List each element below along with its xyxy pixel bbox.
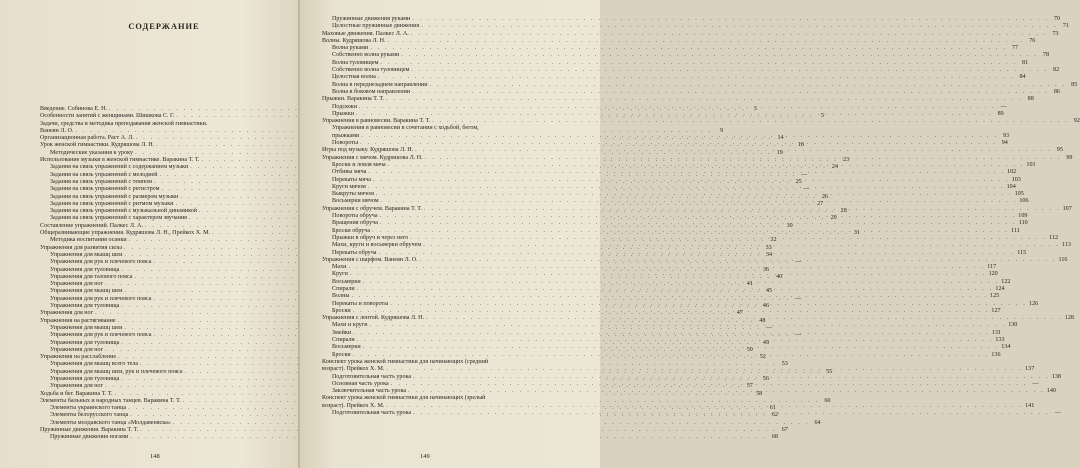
toc-entry-page: 31 — [853, 230, 860, 237]
dot-leader — [353, 352, 990, 359]
toc-entry-page: 85 — [1071, 81, 1078, 88]
dot-leader — [380, 213, 1017, 220]
dot-leader — [381, 198, 1018, 205]
toc-entry-title: Упражнения на расслабление — [40, 354, 117, 361]
toc-entry-title: Задания на связь упражнений с ритмом музыки — [50, 200, 174, 207]
toc-entry — [322, 88, 1060, 96]
toc-entry-title: Волны — [332, 293, 350, 300]
toc-entry-title: Волна руками — [332, 45, 369, 52]
toc-entry-page: 47 — [736, 310, 743, 317]
toc-entry-page: 134 — [1001, 344, 1011, 351]
toc-entry-page: 55 — [826, 368, 833, 375]
toc-entry — [322, 52, 1049, 59]
page-number-right: 149 — [420, 453, 430, 460]
toc-entry-page: — — [801, 171, 808, 178]
dot-leader — [411, 31, 1048, 38]
toc-entry-title: Броски и ловля мяча — [332, 161, 386, 168]
toc-entry-title: возраст). Прейкох Х. М. — [322, 366, 385, 373]
toc-entry-title: Задания на связь упражнений с характером звучания — [50, 215, 187, 222]
toc-entry-title: Упражнения для мышц всего тела — [50, 361, 139, 368]
toc-entry-page: 101 — [1026, 161, 1036, 168]
toc-entry-page: 92 — [1073, 118, 1080, 125]
toc-entry-title: Круги мячом — [332, 183, 366, 190]
dot-leader — [386, 366, 1023, 373]
toc-entry — [322, 59, 1029, 67]
toc-entry — [322, 125, 586, 132]
toc-entry-page: 94 — [1001, 140, 1008, 147]
toc-entry-title: Ванеян Л. О. — [40, 127, 74, 134]
toc-entry-page: 137 — [1025, 366, 1035, 373]
toc-entry — [322, 16, 1060, 23]
toc-entry-page: 41 — [746, 281, 753, 288]
toc-entry-title: Волна в боковом направлении — [332, 88, 411, 95]
dot-leader — [350, 271, 987, 278]
toc-entry-page: 116 — [1058, 256, 1068, 263]
toc-entry-page: 62 — [771, 412, 779, 419]
toc-entry — [322, 81, 1078, 89]
toc-entry-title: Целостная волна — [332, 74, 376, 81]
toc-entry-title: Махи, круги и восьмерки обручем — [332, 242, 422, 249]
toc-entry-title: Упражнения для туловища — [50, 266, 120, 273]
toc-entry-title: Упражнения на растягивание — [40, 317, 116, 324]
toc-entry-page: 67 — [781, 427, 788, 434]
dot-leader — [412, 89, 1049, 96]
toc-entry — [322, 30, 1059, 38]
toc-entry-page: 36 — [762, 266, 769, 273]
toc-entry-page: 76 — [1029, 37, 1036, 44]
toc-entry-title: Элементы украинского танца — [50, 405, 127, 412]
dot-leader — [426, 315, 1063, 322]
toc-entry — [322, 395, 586, 402]
toc-entry-title: Упражнения в равновесии. Варакина Т. Т. — [322, 118, 431, 125]
toc-entry-title: Организационная работа. Раст А. Л. — [40, 135, 134, 142]
toc-entry-title: Круги — [332, 271, 348, 278]
toc-entry — [322, 293, 1000, 300]
toc-entry-page: 50 — [746, 346, 753, 353]
dot-leader — [424, 206, 1061, 213]
toc-entry-title: Пружинные движения руками — [332, 16, 411, 22]
toc-entry-title: Спирали — [332, 337, 355, 344]
toc-entry-page: 133 — [995, 337, 1005, 344]
toc-entry-page: 104 — [1006, 183, 1016, 190]
toc-entry-title: Упражнения с шарфом. Ванеян Л. О. — [322, 256, 418, 263]
toc-entry-title: Задачи, средства и методика преподавания женской гимнастики. — [40, 120, 208, 127]
toc-entry-title: Задания на связь упражнений с размером музыки — [50, 193, 179, 200]
toc-entry — [322, 96, 1034, 103]
toc-entry-title: Волны. Кудряшова Л. Н. — [322, 37, 386, 44]
dot-leader — [359, 104, 996, 111]
toc-entry-title: Волна в переднезаднем направлении — [332, 81, 428, 88]
toc-entry-title: Упражнения для рук и плечевого пояса — [50, 332, 152, 339]
toc-entry-title: Махи — [332, 264, 347, 271]
dot-leader — [370, 45, 1007, 52]
toc-entry-title: Упражнения для ног — [40, 310, 94, 317]
toc-entry-title: Упражнения с мячом. Кудряшова Л. Н. — [322, 154, 423, 161]
toc-entry-page: 45 — [766, 288, 773, 295]
toc-entry-page: 40 — [776, 273, 783, 280]
toc-entry-title: Упражнения для рук и плечевого пояса — [50, 295, 152, 302]
toc-entry-title: Упражнения с обручем. Варакина Т. Т. — [322, 205, 422, 212]
toc-entry-page: 56 — [762, 375, 769, 382]
dot-leader — [413, 410, 1050, 417]
toc-entry-title: Упражнения для туловища — [50, 339, 120, 346]
dot-leader — [378, 250, 1015, 257]
toc-entry-page: 64 — [814, 419, 821, 426]
toc-entry — [322, 322, 1018, 329]
toc-entry-page: 48 — [759, 317, 766, 324]
dot-leader — [373, 177, 1010, 184]
toc-entry-page: 49 — [762, 339, 769, 346]
toc-entry-page: — — [1000, 103, 1007, 110]
toc-entry-page: 81 — [1022, 59, 1029, 66]
toc-entry-title: Броски — [332, 351, 351, 358]
toc-entry-page: 58 — [756, 390, 763, 397]
toc-entry-title: Упражнения для ног — [50, 383, 104, 390]
toc-entry-title: Пружинные движения. Варакина Т. Т. — [40, 427, 139, 434]
toc-entry-title: Восьмерки — [332, 278, 361, 285]
toc-entry-title: Конспект урока женской гимнастики для начинающих (средний — [322, 358, 489, 365]
toc-entry-page: 5 — [821, 113, 825, 120]
toc-entry — [322, 74, 1026, 81]
toc-entry-page: 28 — [840, 208, 847, 215]
toc-entry-title: Подготовительная часть урока — [332, 373, 412, 380]
toc-entry-title: Подготовительная часть урока — [332, 410, 412, 417]
toc-entry-page: — — [1054, 410, 1061, 417]
dot-leader — [357, 337, 994, 344]
dot-leader — [378, 74, 1015, 81]
toc-entry-title: Задания на связь упражнений с музыкальной динамикой — [50, 208, 198, 215]
toc-entry-page: 124 — [995, 285, 1005, 292]
dot-leader — [420, 257, 1057, 264]
toc-entry-title: Элементы бальных и народных танцев. Варакина Т. Т. — [40, 397, 181, 404]
toc-entry-page: 32 — [770, 237, 777, 244]
toc-entry-page: 99 — [1066, 154, 1073, 161]
toc-entry-page: 120 — [988, 271, 998, 278]
toc-entry-title: Упражнения для мышц шеи — [50, 288, 123, 295]
dot-leader — [423, 242, 1060, 249]
toc-entry-page: 70 — [1053, 16, 1060, 22]
toc-entry-page: 73 — [1052, 30, 1059, 37]
dot-leader — [351, 293, 988, 300]
toc-entry — [322, 183, 1016, 191]
toc-entry-page: 93 — [1002, 132, 1010, 139]
toc-entry-title: Спирали — [332, 285, 355, 292]
toc-entry-page: 25 — [795, 178, 802, 185]
dot-leader — [421, 23, 1058, 30]
toc-entry-title: Прыжки в обруч и через него — [332, 234, 409, 241]
toc-entry-title: Конспект урока женской гимнастики для начинающих (зрелый — [322, 395, 486, 402]
toc-entry-page: 26 — [821, 193, 829, 200]
dot-leader — [353, 308, 990, 315]
toc-entry-title: Упражнения для развития силы — [40, 244, 122, 251]
dot-leader — [356, 111, 993, 118]
toc-entry-page: 131 — [991, 329, 1001, 336]
toc-entry — [40, 427, 788, 434]
toc-entry-title: Упражнения с лентой. Кудряшова Л. Н. — [322, 315, 425, 322]
toc-entry-page: 125 — [990, 293, 1000, 300]
dot-leader — [386, 96, 1023, 103]
toc-entry-title: прыжками — [332, 132, 360, 139]
toc-entry-page: 24 — [831, 164, 838, 171]
toc-entry-page: 111 — [1011, 227, 1020, 234]
toc-entry — [40, 121, 288, 128]
toc-entry-page: 95 — [1056, 147, 1063, 154]
toc-entry-title: возраст). Прейкох Х. М. — [322, 402, 385, 409]
toc-entry-title: Восьмерки мячом — [332, 198, 379, 205]
toc-entry-page: 34 — [766, 251, 773, 258]
toc-entry-page: 89 — [997, 110, 1004, 117]
toc-entry-page: — — [1032, 380, 1039, 387]
toc-entry-page: — — [766, 324, 773, 331]
toc-entry-page: 57 — [746, 383, 753, 390]
toc-entry — [322, 67, 1060, 74]
toc-entry — [40, 434, 778, 441]
toc-entry-page: 128 — [1064, 315, 1074, 322]
toc-entry-title: Особенности занятий с женщинами. Шишкова С. Г. — [40, 113, 175, 120]
toc-entry-page: 126 — [1029, 300, 1039, 307]
toc-entry-title: Упражнения для тазового пояса — [50, 273, 133, 280]
toc-entry-page: 3 — [753, 106, 757, 112]
dot-leader — [368, 169, 1005, 176]
toc-entry-title: Упражнения для мышц шеи — [50, 324, 123, 331]
toc-entry-title: Маховые движения. Палкес Л. А. — [322, 30, 409, 37]
toc-entry-page: 52 — [759, 354, 766, 361]
dot-leader — [361, 133, 998, 140]
toc-entry-page: 113 — [1061, 242, 1071, 249]
toc-entry-title: Упражнения для мышц шеи, рук и плечевого пояса — [50, 368, 183, 375]
page-number-left: 148 — [150, 453, 160, 460]
toc-entry-title: Броски обруча — [332, 227, 371, 234]
toc-entry-page: 46 — [762, 303, 769, 310]
toc-entry-page: — — [795, 259, 802, 266]
dot-leader — [372, 228, 1009, 235]
dot-leader — [386, 403, 1023, 410]
toc-entry-title: Упражнения для рук и плечевого пояса — [50, 259, 152, 266]
toc-entry-page: 53 — [781, 361, 788, 368]
dot-leader — [401, 52, 1038, 59]
toc-entry-title: Повороты обруча — [332, 213, 378, 220]
toc-entry-title: Перекаты и повороты — [332, 300, 389, 307]
toc-entry-page: 115 — [1017, 249, 1027, 256]
toc-entry-title: Упражнения для мышц шеи — [50, 251, 123, 258]
dot-leader — [388, 38, 1025, 45]
dot-leader — [353, 330, 990, 337]
contents-heading: СОДЕРЖАНИЕ — [128, 22, 200, 31]
toc-entry-title: Задания на связь упражнений с регистром — [50, 186, 160, 193]
toc-entry-title: Заключительная часть урока — [332, 388, 407, 395]
toc-entry-title: Волна туловищем — [332, 59, 379, 66]
toc-entry-page: 110 — [1018, 220, 1028, 227]
toc-entry-page: 105 — [1014, 191, 1024, 198]
toc-entry — [322, 103, 1007, 111]
toc-entry-page: 103 — [1011, 176, 1021, 183]
toc-entry-page: 109 — [1018, 213, 1028, 220]
toc-entry-page: 136 — [991, 351, 1001, 358]
toc-entry-page: 14 — [777, 135, 784, 142]
dot-leader — [391, 381, 1028, 388]
dot-leader — [357, 286, 994, 293]
toc-entry-title: Составление упражнений. Палкес Л. А. — [40, 222, 143, 229]
toc-entry-title: Упражнения для туловища — [50, 375, 120, 382]
dot-leader — [430, 82, 1067, 89]
toc-entry-title: Основная часть урока — [332, 380, 389, 387]
dot-leader — [369, 322, 1006, 329]
toc-entry-page: 60 — [824, 397, 831, 404]
toc-entry-page: — — [795, 295, 802, 302]
toc-entry-title: Игры под музыку. Кудряшова Л. Н. — [322, 147, 414, 154]
toc-entry-page: 86 — [1053, 88, 1060, 95]
toc-entry-title: Вращения обруча — [332, 220, 378, 227]
toc-entry-page: 18 — [797, 142, 804, 149]
toc-entry-title: Махи и круги — [332, 322, 368, 329]
toc-entry-page: 117 — [987, 264, 997, 271]
toc-entry-title: Змейки — [332, 329, 352, 336]
toc-entry-title: Задания на связь упражнений с мелодией — [50, 171, 158, 178]
toc-entry-title: Подскоки — [332, 103, 357, 110]
toc-entry-page: 61 — [769, 405, 776, 412]
toc-entry-title: Прыжки. Варакина Т. Т. — [322, 96, 385, 103]
toc-entry-page: 68 — [771, 434, 778, 441]
toc-entry-title: Упражнения в равновесии в сочетании с ходьбой, бегом, — [332, 125, 479, 132]
toc-entry-page: 112 — [1049, 234, 1059, 241]
dot-leader — [388, 162, 1025, 169]
toc-entry-page: 9 — [720, 127, 724, 134]
dot-leader — [360, 140, 997, 147]
dot-leader — [390, 301, 1027, 308]
toc-entry-title: Отбивы мяча — [332, 169, 367, 176]
toc-entry-title: Восьмерки — [332, 344, 361, 351]
toc-entry — [322, 329, 1001, 337]
toc-entry-title: Урок женской гимнастики. Кудряшова Л. Н. — [40, 142, 155, 149]
dot-leader — [348, 264, 985, 271]
dot-leader — [408, 388, 1045, 395]
toc-entry-page: 82 — [1053, 67, 1060, 74]
toc-entry-title: Целостные пружинные движения — [332, 23, 420, 30]
toc-entry — [40, 419, 821, 427]
toc-entry-page: 106 — [1019, 198, 1029, 205]
toc-entry-title: Прыжки — [332, 110, 354, 117]
dot-leader — [425, 155, 1062, 162]
toc-entry-page: 138 — [1051, 373, 1061, 380]
toc-entry-page: 84 — [1019, 74, 1026, 81]
toc-entry-page: 29 — [830, 215, 837, 222]
toc-entry-title: Методические указания к уроку — [50, 149, 134, 156]
toc-entry-title: Ходьба и бег. Варакина Т. Т. — [40, 390, 113, 397]
toc-entry-title: Упражнения для ног — [50, 346, 104, 353]
toc-entry-title: Упражнения для ног — [50, 281, 104, 288]
toc-entry-page: 19 — [776, 149, 783, 156]
dot-leader — [368, 184, 1005, 191]
toc-entry-title: Собственно волна туловищем — [332, 67, 410, 74]
toc-entry-page: 23 — [843, 157, 850, 164]
toc-entry-title: Перекаты мяча — [332, 176, 371, 183]
dot-leader — [411, 67, 1048, 74]
toc-entry-page: 30 — [786, 222, 793, 229]
toc-entry-page: 71 — [1062, 23, 1069, 30]
toc-entry — [322, 110, 1004, 118]
dot-leader — [380, 220, 1017, 227]
toc-entry-page: 102 — [1007, 169, 1017, 176]
dot-leader — [380, 60, 1017, 67]
toc-entry-title: Использование музыки в женской гимнастике. Варакина Т. Т. — [40, 157, 200, 164]
toc-entry-title: Общеразвивающие упражнения. Кудряшова Л. Н., Прейкох Х. М. — [40, 230, 211, 237]
toc-entry-title: Броски — [332, 307, 351, 314]
toc-entry-page: — — [795, 332, 802, 339]
toc-entry-page: 107 — [1062, 205, 1072, 212]
toc-entry-page: 88 — [1027, 96, 1034, 103]
dot-leader — [413, 374, 1050, 381]
toc-entry-page: — — [803, 186, 810, 193]
toc-entry-title: Собственно волна руками — [332, 52, 400, 59]
toc-entry — [322, 256, 1068, 264]
toc-entry-title: Выкруты мячом — [332, 191, 374, 198]
toc-entry-title: Элементы молдавского танца «Молдавеняска» — [50, 419, 171, 426]
toc-entry-title: Перекаты обруча — [332, 249, 377, 256]
toc-entry-page: 27 — [817, 200, 824, 207]
toc-entry-title: Задания на связь упражнений с содержанием музыки — [50, 164, 189, 171]
toc-entry-page: 78 — [1042, 52, 1049, 59]
toc-entry-title: Повороты — [332, 140, 359, 147]
toc-entry-title: Методика воспитания осанки — [50, 237, 127, 244]
toc-entry-page: 77 — [1011, 45, 1018, 52]
toc-entry-page: 141 — [1025, 402, 1035, 409]
toc-entry — [322, 23, 1069, 30]
toc-entry-title: Введение. Собинова Е. Н. — [40, 106, 108, 112]
toc-entry-page: 122 — [1001, 278, 1011, 285]
dot-leader — [363, 344, 1000, 351]
dot-leader — [432, 118, 1069, 125]
toc-entry-page: 127 — [991, 307, 1001, 314]
toc-entry-title: Упражнения для туловища — [50, 303, 120, 310]
dot-leader — [410, 235, 1047, 242]
toc-entry — [322, 37, 1036, 45]
toc-entry-title: Задания на связь упражнений с темпом — [50, 178, 152, 185]
toc-entry-page: 130 — [1008, 322, 1018, 329]
toc-entry-page: 33 — [765, 244, 772, 251]
toc-entry-title: Элементы белорусского танца — [50, 412, 129, 419]
toc-entry-page: 140 — [1046, 388, 1056, 395]
dot-leader — [363, 279, 1000, 286]
dot-leader — [412, 16, 1049, 23]
dot-leader — [376, 191, 1013, 198]
toc-entry-title: Пружинные движения ногами — [50, 434, 129, 441]
toc-entry — [322, 169, 1017, 176]
dot-leader — [415, 147, 1052, 154]
